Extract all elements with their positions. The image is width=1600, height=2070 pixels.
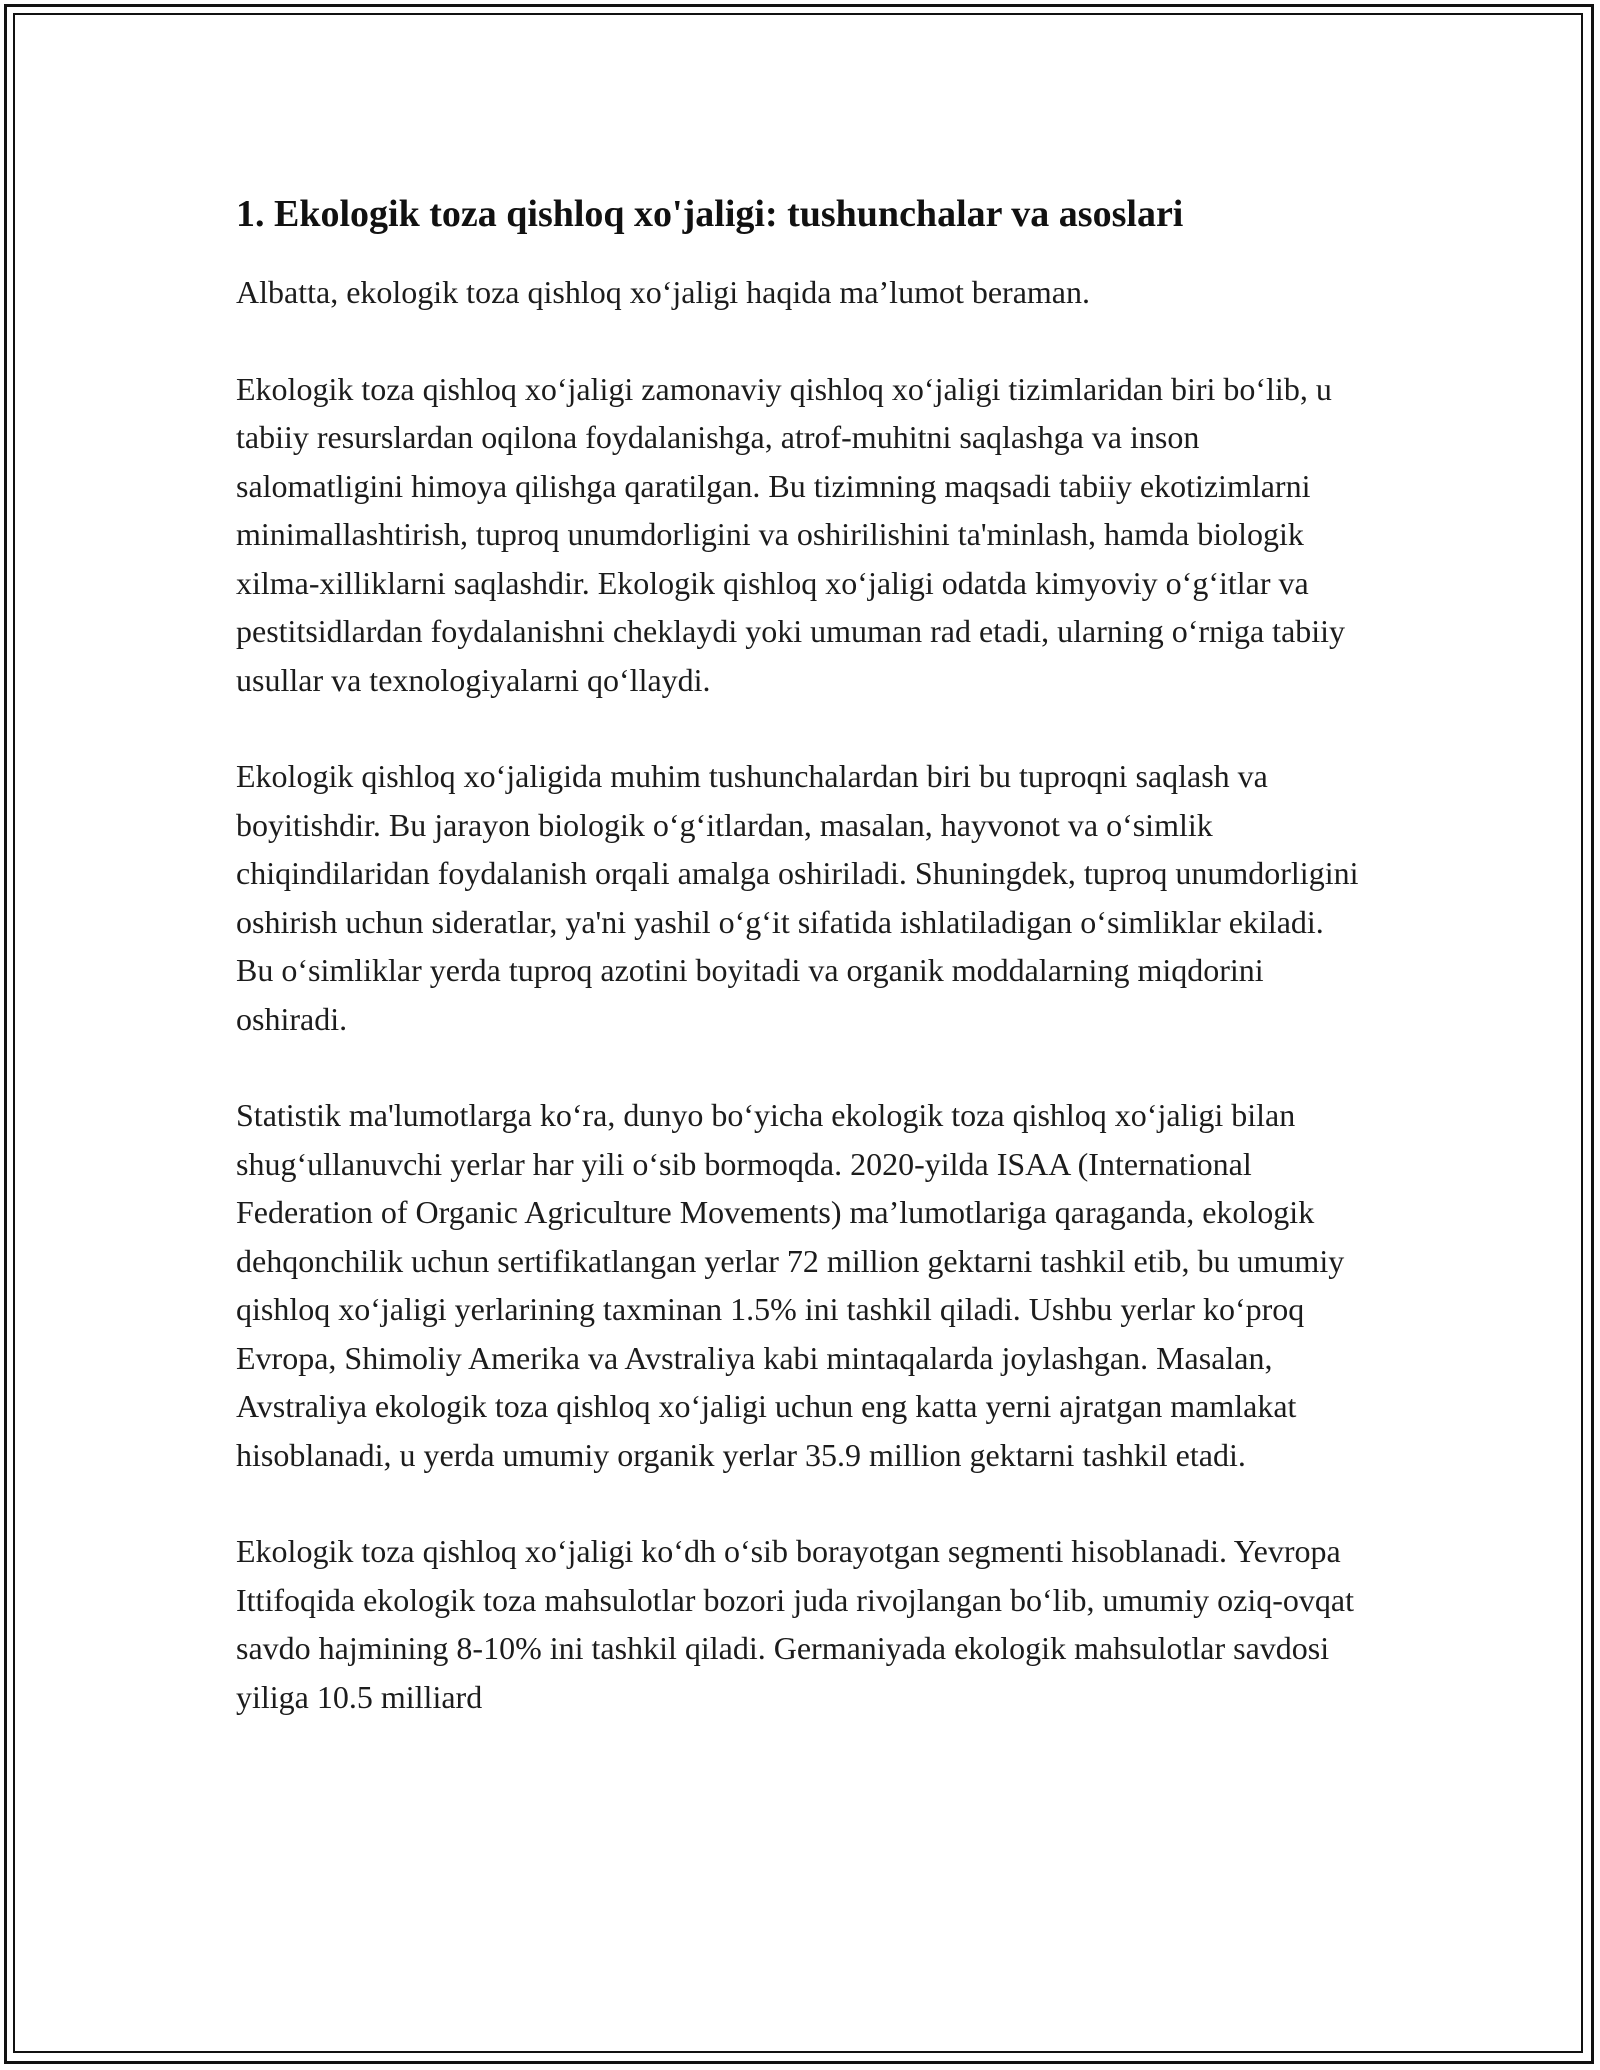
paragraph-definition: Ekologik toza qishloq xo‘jaligi zamonaviy qishloq xo‘jaligi tizimlaridan biri bo‘lib, u tabiiy resurslardan oqilona foydalanishga, atrof-muhitni saqlashga va inson salomatligini himoya qilishga qaratilgan. Bu tizimning maqsadi tabiiy ekotizimlarni minimallashtirish, tuproq unumdorligini va oshirilishini ta'minlash, hamda biologik xilma-xilliklarni saqlashdir. Ekologik qishloq xo‘jaligi odatda kimyoviy o‘g‘itlar va pestitsidlardan foydalanishni cheklaydi yoki umuman rad etadi, ularning o‘rniga tabiiy usullar va texnologiyalarni qo‘llaydi. [236, 370, 1346, 698]
document-body [236, 182, 1364, 1769]
paragraph-statistics: Statistik ma'lumotlarga ko‘ra, dunyo bo‘yicha ekologik toza qishloq xo‘jaligi bilan shug‘ullanuvchi yerlar har yili o‘sib bormoqda. 2020-yilda ISAA (International Federation of Organic Agriculture Movements) ma’lumotlariga qaraganda, ekologik dehqonchilik uchun sertifikatlangan yerlar 72 million gektarni tashkil etib, bu umumiy qishloq xo‘jaligi yerlarining taxminan 1.5% ini tashkil qiladi. Ushbu yerlar ko‘proq Evropa, Shimoliy Amerika va Avstraliya kabi mintaqalarda joylashgan. Masalan, Avstraliya ekologik toza qishloq xo‘jaligi uchun eng katta yerni ajratgan mamlakat hisoblanadi, u yerda umumiy organik yerlar 35.9 million gektarni tashkil etadi. [236, 1097, 1345, 1473]
section-heading: 1. Ekologik toza qishloq xo'jaligi: tushunchalar va asoslari [236, 193, 1184, 235]
paragraph-intro: Albatta, ekologik toza qishloq xo‘jaligi haqida ma’lumot beraman. [236, 274, 1090, 310]
paragraph-market: Ekologik toza qishloq xo‘jaligi ko‘dh o‘sib borayotgan segmenti hisoblanadi. Yevropa Ittifoqida ekologik toza mahsulotlar bozori juda rivojlangan bo‘lib, umumiy oziq-ovqat savdo hajmining 8-10% ini tashkil qiladi. Germaniyada ekologik mahsulotlar savdosi yiliga 10.5 milliard [236, 1533, 1354, 1715]
paragraph-soil: Ekologik qishloq xo‘jaligida muhim tushunchalardan biri bu tuproqni saqlash va boyitishdir. Bu jarayon biologik o‘g‘itlardan, masalan, hayvonot va o‘simlik chiqindilaridan foydalanish orqali amalga oshiriladi. Shuningdek, tuproq unumdorligini oshirish uchun sideratlar, ya'ni yashil o‘g‘it sifatida ishlatiladigan o‘simliklar ekiladi. Bu o‘simliklar yerda tuproq azotini boyitadi va organik moddalarning miqdorini oshiradi. [236, 758, 1359, 1037]
